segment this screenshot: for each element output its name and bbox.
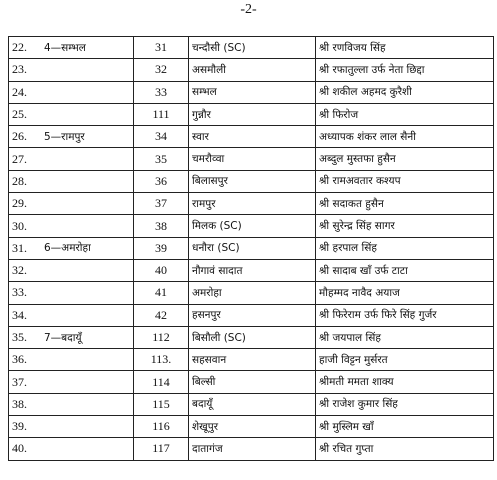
table-row bbox=[9, 371, 494, 393]
serial-number: 23. bbox=[9, 59, 42, 81]
serial-number: 38. bbox=[9, 393, 42, 415]
serial-number: 33. bbox=[9, 282, 42, 304]
constituency-number: 34 bbox=[134, 126, 189, 148]
table-row bbox=[9, 170, 494, 192]
member-name: श्रीमती ममता शाक्य bbox=[316, 371, 494, 393]
constituency-number: 32 bbox=[134, 59, 189, 81]
table-row bbox=[9, 349, 494, 371]
constituency-name: सहसवान bbox=[189, 349, 316, 371]
serial-number: 37. bbox=[9, 371, 42, 393]
constituency-name: हसनपुर bbox=[189, 304, 316, 326]
member-name: श्री रणविजय सिंह bbox=[316, 37, 494, 59]
table-row bbox=[9, 438, 494, 460]
district-name bbox=[41, 59, 134, 81]
member-name: श्री रामअवतार कश्यप bbox=[316, 170, 494, 192]
serial-number: 26. bbox=[9, 126, 42, 148]
constituency-name: बिलासपुर bbox=[189, 170, 316, 192]
table-row bbox=[9, 37, 494, 59]
constituency-name: बिल्सी bbox=[189, 371, 316, 393]
constituency-name: सम्भल bbox=[189, 81, 316, 103]
member-name: श्री सुरेन्द्र सिंह सागर bbox=[316, 215, 494, 237]
serial-number: 39. bbox=[9, 416, 42, 438]
constituency-number: 31 bbox=[134, 37, 189, 59]
constituency-number: 36 bbox=[134, 170, 189, 192]
member-name: श्री फिरोज bbox=[316, 103, 494, 125]
table-row bbox=[9, 237, 494, 259]
serial-number: 30. bbox=[9, 215, 42, 237]
serial-number: 36. bbox=[9, 349, 42, 371]
district-name bbox=[41, 349, 134, 371]
constituency-number: 35 bbox=[134, 148, 189, 170]
table-row bbox=[9, 148, 494, 170]
constituency-name: गुन्नौर bbox=[189, 103, 316, 125]
constituency-name: रामपुर bbox=[189, 193, 316, 215]
district-name: 4—सम्भल bbox=[41, 37, 134, 59]
table-body bbox=[9, 37, 494, 461]
district-name bbox=[41, 304, 134, 326]
serial-number: 22. bbox=[9, 37, 42, 59]
district-name bbox=[41, 193, 134, 215]
constituency-number: 116 bbox=[134, 416, 189, 438]
constituency-name: चमरौव्वा bbox=[189, 148, 316, 170]
member-name: मौहम्मद नावैद अयाज bbox=[316, 282, 494, 304]
constituency-number: 39 bbox=[134, 237, 189, 259]
member-name: श्री सादाब खाँ उर्फ टाटा bbox=[316, 259, 494, 281]
constituency-number: 115 bbox=[134, 393, 189, 415]
district-name bbox=[41, 259, 134, 281]
constituency-number: 117 bbox=[134, 438, 189, 460]
district-name bbox=[41, 170, 134, 192]
constituency-name: दातागंज bbox=[189, 438, 316, 460]
table-row bbox=[9, 215, 494, 237]
constituency-name: बिसौली (SC) bbox=[189, 326, 316, 348]
district-name bbox=[41, 393, 134, 415]
serial-number: 34. bbox=[9, 304, 42, 326]
constituency-name: अमरोहा bbox=[189, 282, 316, 304]
member-name: श्री मुस्लिम खाँ bbox=[316, 416, 494, 438]
constituency-number: 41 bbox=[134, 282, 189, 304]
serial-number: 32. bbox=[9, 259, 42, 281]
table-row bbox=[9, 103, 494, 125]
constituency-number: 112 bbox=[134, 326, 189, 348]
district-name: 7—बदायूँ bbox=[41, 326, 134, 348]
table-row bbox=[9, 193, 494, 215]
constituency-name: मिलक (SC) bbox=[189, 215, 316, 237]
district-name bbox=[41, 103, 134, 125]
district-name: 5—रामपुर bbox=[41, 126, 134, 148]
table-row bbox=[9, 282, 494, 304]
member-name: अब्दुल मुस्तफा हुसैन bbox=[316, 148, 494, 170]
member-name: श्री राजेश कुमार सिंह bbox=[316, 393, 494, 415]
serial-number: 29. bbox=[9, 193, 42, 215]
member-name: श्री सदाकत हुसैन bbox=[316, 193, 494, 215]
district-name bbox=[41, 438, 134, 460]
table-row bbox=[9, 304, 494, 326]
page-number: -2- bbox=[240, 2, 257, 17]
table-row bbox=[9, 259, 494, 281]
member-name: श्री जयपाल सिंह bbox=[316, 326, 494, 348]
candidate-table bbox=[8, 36, 494, 461]
district-name bbox=[41, 148, 134, 170]
serial-number: 40. bbox=[9, 438, 42, 460]
constituency-number: 33 bbox=[134, 81, 189, 103]
constituency-number: 42 bbox=[134, 304, 189, 326]
table-row bbox=[9, 326, 494, 348]
constituency-number: 37 bbox=[134, 193, 189, 215]
constituency-number: 111 bbox=[134, 103, 189, 125]
serial-number: 25. bbox=[9, 103, 42, 125]
table-row bbox=[9, 81, 494, 103]
constituency-number: 40 bbox=[134, 259, 189, 281]
district-name bbox=[41, 282, 134, 304]
constituency-number: 38 bbox=[134, 215, 189, 237]
member-name: श्री शकील अहमद कुरैशी bbox=[316, 81, 494, 103]
table-row bbox=[9, 126, 494, 148]
constituency-name: बदायूँ bbox=[189, 393, 316, 415]
constituency-name: शेखूपुर bbox=[189, 416, 316, 438]
table-row bbox=[9, 59, 494, 81]
district-name bbox=[41, 81, 134, 103]
table-row bbox=[9, 393, 494, 415]
serial-number: 35. bbox=[9, 326, 42, 348]
serial-number: 28. bbox=[9, 170, 42, 192]
member-name: श्री रचित गुप्ता bbox=[316, 438, 494, 460]
constituency-number: 113. bbox=[134, 349, 189, 371]
serial-number: 27. bbox=[9, 148, 42, 170]
serial-number: 31. bbox=[9, 237, 42, 259]
district-name bbox=[41, 371, 134, 393]
serial-number: 24. bbox=[9, 81, 42, 103]
constituency-number: 114 bbox=[134, 371, 189, 393]
constituency-name: चन्दौसी (SC) bbox=[189, 37, 316, 59]
district-name: 6—अमरोहा bbox=[41, 237, 134, 259]
member-name: अध्यापक शंकर लाल सैनी bbox=[316, 126, 494, 148]
member-name: हाजी विट्टन मुर्सरत bbox=[316, 349, 494, 371]
member-name: श्री हरपाल सिंह bbox=[316, 237, 494, 259]
constituency-name: नौगावं सादात bbox=[189, 259, 316, 281]
constituency-name: स्वार bbox=[189, 126, 316, 148]
member-name: श्री फिरेराम उर्फ फिरे सिंह गुर्जर bbox=[316, 304, 494, 326]
district-name bbox=[41, 416, 134, 438]
member-name: श्री रफातुल्ला उर्फ नेता छिद्दा bbox=[316, 59, 494, 81]
district-name bbox=[41, 215, 134, 237]
constituency-name: असमौली bbox=[189, 59, 316, 81]
table-row bbox=[9, 416, 494, 438]
constituency-name: धनौरा (SC) bbox=[189, 237, 316, 259]
